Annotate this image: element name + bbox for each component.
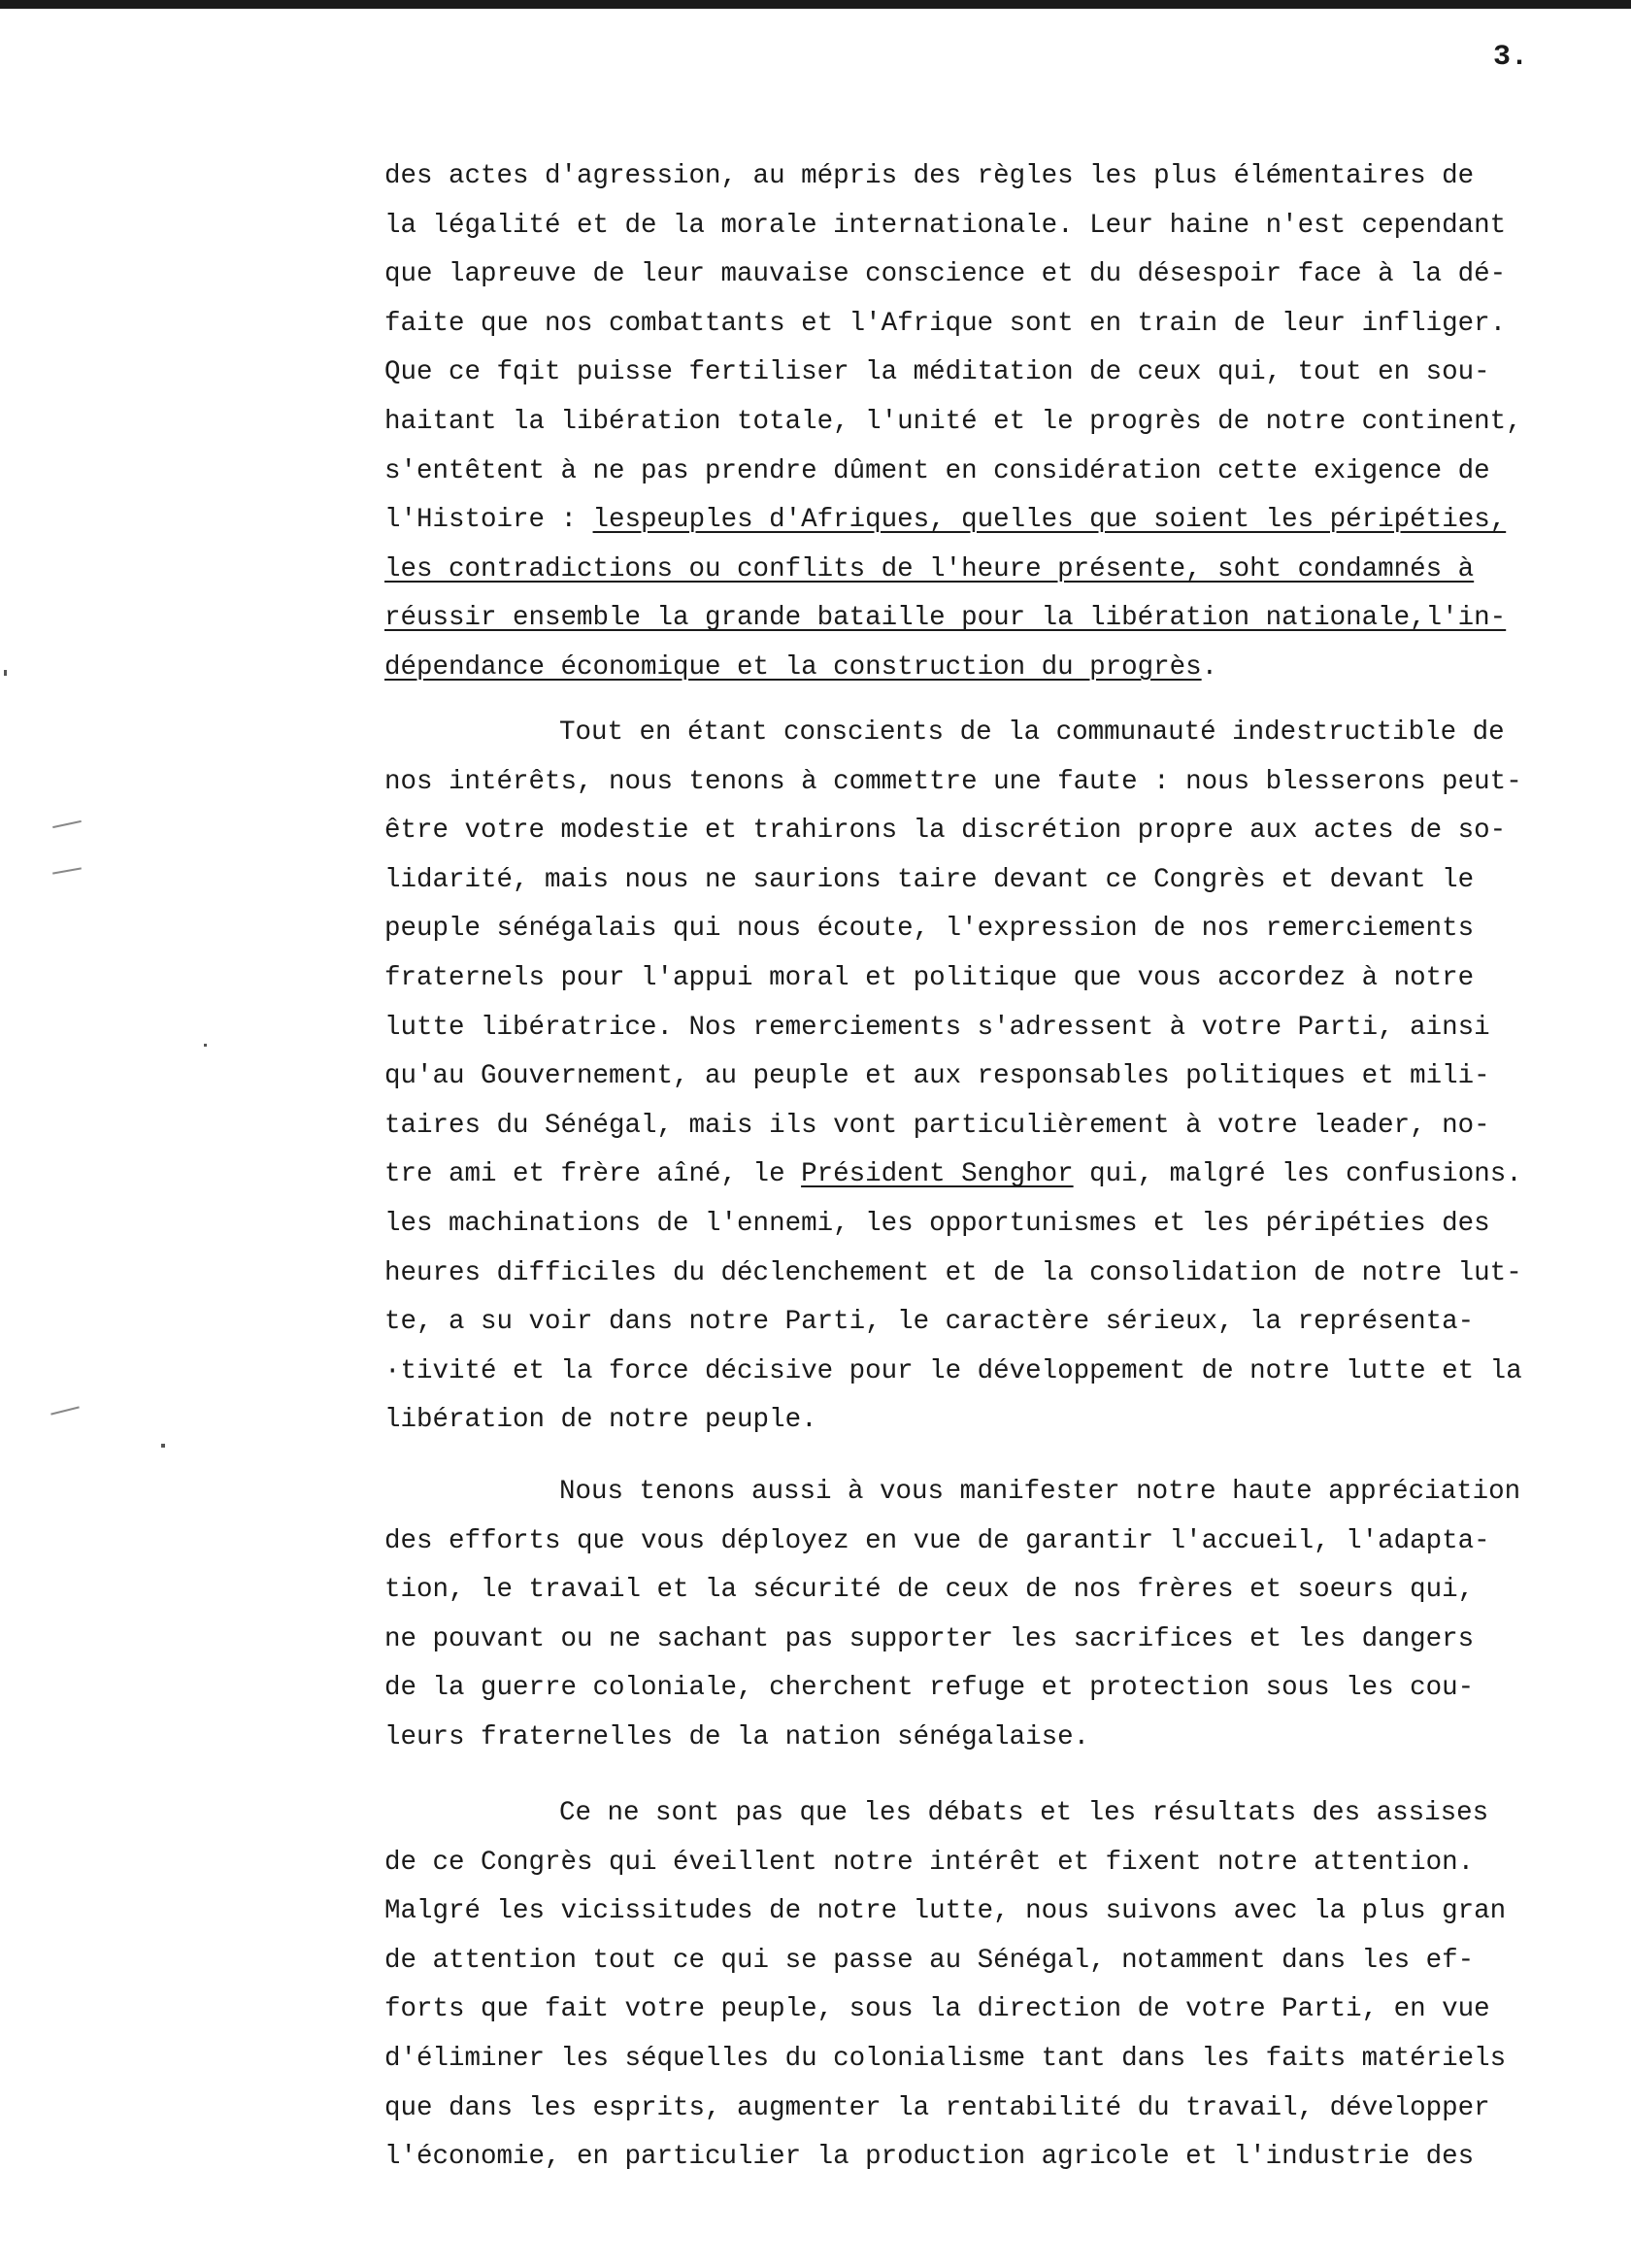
text-segment: taires du Sénégal, mais ils vont particulièrement à votre leader, no- bbox=[384, 1110, 1490, 1141]
text-line bbox=[384, 1151, 1608, 1200]
text-segment: libération de notre peuple. bbox=[384, 1405, 817, 1436]
margin-mark bbox=[204, 1044, 207, 1047]
text-segment: des efforts que vous déployez en vue de garantir l'accueil, l'adapta- bbox=[384, 1525, 1490, 1556]
text-line bbox=[384, 1348, 1608, 1397]
text-segment: les machinations de l'ennemi, les opportunismes et les péripéties des bbox=[384, 1208, 1490, 1239]
underlined-text: les contradictions ou conflits de l'heure présente, soht condamnés à bbox=[384, 553, 1475, 584]
text-segment: forts que fait votre peuple, sous la direction de votre Parti, en vue bbox=[384, 1994, 1490, 2025]
text-segment: de la guerre coloniale, cherchent refuge et protection sous les cou- bbox=[384, 1673, 1475, 1704]
text-segment: . bbox=[1201, 651, 1218, 683]
text-segment: Que ce fqit puisse fertiliser la méditation de ceux qui, tout en sou- bbox=[384, 357, 1490, 388]
text-segment: que dans les esprits, augmenter la rentabilité du travail, développer bbox=[384, 2092, 1490, 2123]
text-segment: d'éliminer les séquelles du colonialisme tant dans les faits matériels bbox=[384, 2043, 1507, 2074]
text-segment: Malgré les vicissitudes de notre lutte, nous suivons avec la plus gran bbox=[384, 1896, 1507, 1927]
text-line bbox=[384, 300, 1608, 350]
text-line bbox=[384, 1250, 1608, 1299]
text-line bbox=[384, 1985, 1608, 2035]
text-line bbox=[384, 250, 1608, 300]
text-segment: que lapreuve de leur mauvaise conscience et du désespoir face à la dé- bbox=[384, 259, 1507, 290]
text-line bbox=[384, 1664, 1608, 1714]
margin-mark bbox=[52, 820, 82, 828]
text-line bbox=[384, 1887, 1608, 1937]
text-segment: fraternels pour l'appui moral et politique que vous accordez à notre bbox=[384, 962, 1475, 993]
text-segment: être votre modestie et trahirons la discrétion propre aux actes de so- bbox=[384, 816, 1507, 847]
text-segment: Nous tenons aussi à vous manifester notre haute appréciation bbox=[559, 1477, 1521, 1507]
text-line bbox=[384, 1396, 1608, 1446]
text-line bbox=[384, 709, 1608, 758]
paragraph bbox=[384, 1468, 1608, 1763]
text-line bbox=[384, 2133, 1608, 2183]
text-segment: ·tivité et la force décisive pour le développement de notre lutte et la bbox=[384, 1355, 1522, 1386]
text-line bbox=[384, 152, 1608, 202]
text-line bbox=[384, 1102, 1608, 1151]
text-segment: l'économie, en particulier la production agricole et l'industrie des bbox=[384, 2142, 1475, 2173]
text-line bbox=[384, 1839, 1608, 1888]
text-segment: de attention tout ce qui se passe au Sénégal, notamment dans les ef- bbox=[384, 1945, 1475, 1976]
text-line bbox=[384, 758, 1608, 808]
margin-mark bbox=[161, 1444, 165, 1448]
underlined-text: réussir ensemble la grande bataille pour la libération nationale,l'in- bbox=[384, 603, 1507, 634]
text-segment: peuple sénégalais qui nous écoute, l'expression de nos remerciements bbox=[384, 914, 1475, 945]
text-line bbox=[384, 349, 1608, 398]
text-segment: nos intérêts, nous tenons à commettre une faute : nous blesserons peut- bbox=[384, 766, 1522, 797]
text-line bbox=[384, 954, 1608, 1004]
text-segment: s'entêtent à ne pas prendre dûment en considération cette exigence de bbox=[384, 455, 1490, 486]
text-line bbox=[384, 1200, 1608, 1250]
text-segment: Tout en étant conscients de la communauté indestructible de bbox=[559, 717, 1505, 748]
text-line bbox=[384, 1714, 1608, 1763]
text-line bbox=[384, 2035, 1608, 2085]
text-segment: de ce Congrès qui éveillent notre intérêt et fixent notre attention. bbox=[384, 1847, 1475, 1878]
text-segment: faite que nos combattants et l'Afrique sont en train de leur infliger. bbox=[384, 308, 1507, 339]
text-segment: l'Histoire : bbox=[384, 505, 593, 536]
text-segment: tre ami et frère aîné, le bbox=[384, 1159, 802, 1190]
text-line bbox=[384, 1468, 1608, 1518]
text-line bbox=[384, 1937, 1608, 1986]
text-line bbox=[384, 202, 1608, 251]
text-segment: des actes d'agression, au mépris des règles les plus élémentaires de bbox=[384, 161, 1475, 191]
text-line bbox=[384, 1789, 1608, 1839]
text-line bbox=[384, 856, 1608, 906]
text-line bbox=[384, 496, 1608, 546]
text-segment: lidarité, mais nous ne saurions taire devant ce Congrès et devant le bbox=[384, 864, 1475, 895]
margin-mark bbox=[4, 670, 7, 676]
text-segment: lutte libératrice. Nos remerciements s'adressent à votre Parti, ainsi bbox=[384, 1012, 1490, 1043]
margin-mark bbox=[50, 1406, 80, 1415]
text-segment: heures difficiles du déclenchement et de la consolidation de notre lut- bbox=[384, 1257, 1522, 1288]
text-segment: tion, le travail et la sécurité de ceux de nos frères et soeurs qui, bbox=[384, 1575, 1475, 1606]
paragraph bbox=[384, 709, 1608, 1446]
text-segment: te, a su voir dans notre Parti, le caractère sérieux, la représenta- bbox=[384, 1307, 1475, 1338]
text-segment: la légalité et de la morale internationale. Leur haine n'est cependant bbox=[384, 210, 1507, 241]
text-segment: ne pouvant ou ne sachant pas supporter les sacrifices et les dangers bbox=[384, 1623, 1475, 1654]
text-line bbox=[384, 1052, 1608, 1102]
text-line bbox=[384, 2085, 1608, 2134]
text-line bbox=[384, 398, 1608, 448]
text-line bbox=[384, 546, 1608, 595]
page-top-edge bbox=[0, 0, 1631, 9]
underlined-text: lespeuples d'Afriques, quelles que soient les péripéties, bbox=[592, 505, 1507, 536]
text-line bbox=[384, 594, 1608, 644]
text-line bbox=[384, 1298, 1608, 1348]
text-line bbox=[384, 644, 1608, 693]
text-line bbox=[384, 1004, 1608, 1053]
text-line bbox=[384, 807, 1608, 856]
text-line bbox=[384, 1518, 1608, 1567]
underlined-text: dépendance économique et la construction du progrès bbox=[384, 651, 1202, 683]
text-segment: qui, malgré les confusions. bbox=[1073, 1159, 1522, 1190]
underlined-text: Président Senghor bbox=[801, 1159, 1074, 1190]
text-line bbox=[384, 1566, 1608, 1616]
text-segment: leurs fraternelles de la nation sénégalaise. bbox=[384, 1721, 1090, 1752]
text-line bbox=[384, 448, 1608, 497]
page-number: 3. bbox=[1493, 41, 1529, 74]
text-segment: Ce ne sont pas que les débats et les résultats des assises bbox=[559, 1798, 1489, 1828]
text-line bbox=[384, 1616, 1608, 1665]
paragraph bbox=[384, 152, 1608, 693]
text-segment: qu'au Gouvernement, au peuple et aux responsables politiques et mili- bbox=[384, 1061, 1490, 1092]
text-line bbox=[384, 905, 1608, 954]
paragraph bbox=[384, 1789, 1608, 2183]
text-segment: haitant la libération totale, l'unité et le progrès de notre continent, bbox=[384, 406, 1522, 437]
margin-mark bbox=[52, 867, 82, 874]
